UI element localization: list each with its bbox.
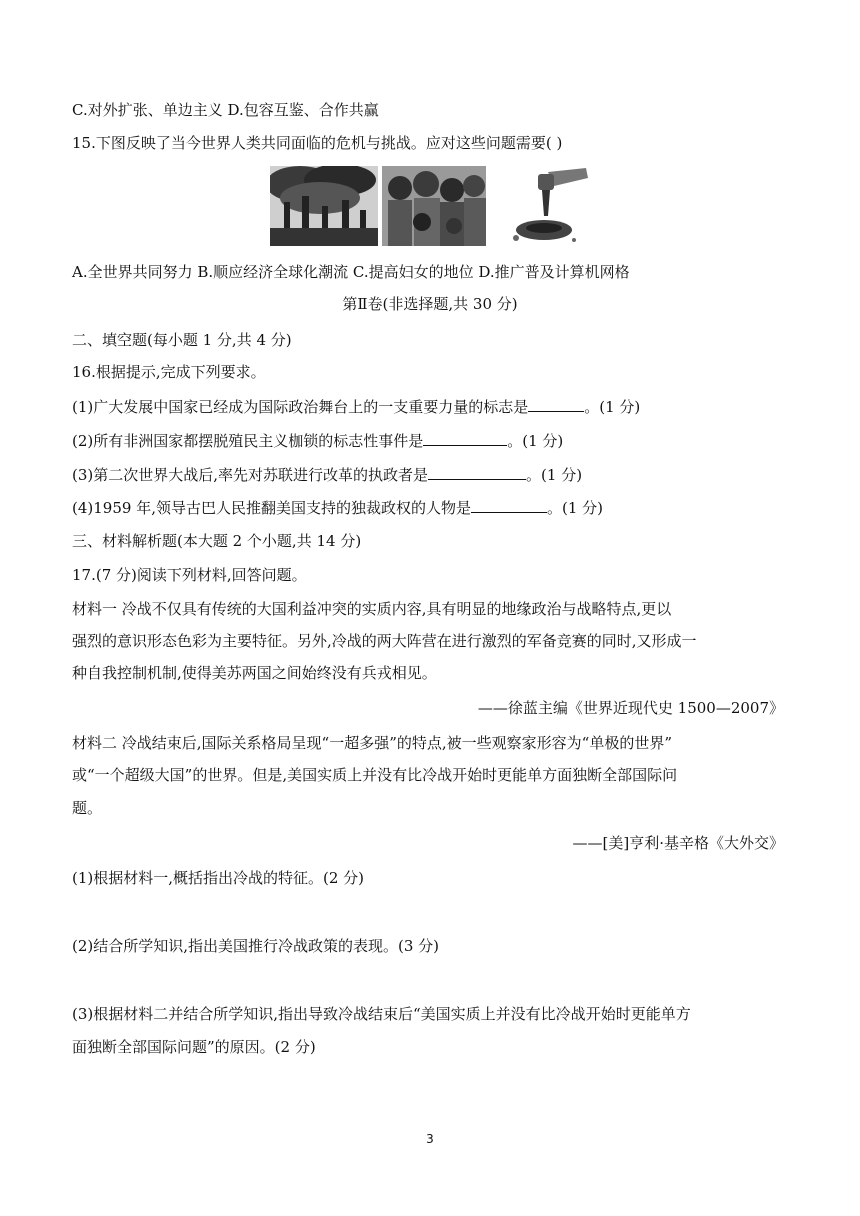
q16-blank-3[interactable] <box>428 464 526 480</box>
q15-stem: 15.下图反映了当今世界人类共同面临的危机与挑战。应对这些问题需要( ) <box>72 134 563 152</box>
material2-line-1: 材料二 冷战结束后,国际关系格局呈现“一超多强”的特点,被一些观察家形容为“单极的世界” <box>72 734 672 752</box>
q17-question-2: (2)结合所学知识,指出美国推行冷战政策的表现。(3 分) <box>72 937 440 955</box>
material2-source: ——[美]亨利·基辛格《大外交》 <box>572 834 784 852</box>
material1-line-2: 强烈的意识形态色彩为主要特征。另外,冷战的两大阵营在进行激烈的军备竞赛的同时,又形成一 <box>72 632 697 650</box>
q16-item-2-score: 。(1 分) <box>507 432 564 450</box>
q16-stem: 16.根据提示,完成下列要求。 <box>72 363 266 381</box>
water-faucet-image <box>508 166 590 246</box>
part2-title: 第Ⅱ卷(非选择题,共 30 分) <box>342 295 518 313</box>
q16-item-4 <box>72 497 603 518</box>
factory-pollution-image <box>270 166 378 246</box>
q16-item-4-score: 。(1 分) <box>546 499 603 517</box>
material2-line-3: 题。 <box>72 799 103 817</box>
section3-heading: 三、材料解析题(本大题 2 个小题,共 14 分) <box>72 532 362 550</box>
q16-blank-1[interactable] <box>528 396 584 412</box>
q16-item-2 <box>72 430 563 451</box>
q16-item-3-text: (3)第二次世界大战后,率先对苏联进行改革的执政者是 <box>72 466 429 484</box>
q16-item-3 <box>72 464 582 485</box>
q16-item-4-text: (4)1959 年,领导古巴人民推翻美国支持的独裁政权的人物是 <box>72 499 471 517</box>
q16-blank-2[interactable] <box>423 430 507 446</box>
hungry-children-image <box>382 166 486 246</box>
q16-item-1-score: 。(1 分) <box>584 398 641 416</box>
q17-question-1: (1)根据材料一,概括指出冷战的特征。(2 分) <box>72 869 365 887</box>
material1-line-3: 种自我控制机制,使得美苏两国之间始终没有兵戎相见。 <box>72 664 437 682</box>
material2-line-2: 或“一个超级大国”的世界。但是,美国实质上并没有比冷战开始时更能单方面独断全部国际问 <box>72 766 678 784</box>
q17-question-3-line-2: 面独断全部国际问题”的原因。(2 分) <box>72 1038 316 1056</box>
q16-item-2-text: (2)所有非洲国家都摆脱殖民主义枷锁的标志性事件是 <box>72 432 424 450</box>
q16-blank-4[interactable] <box>471 497 547 513</box>
q15-options: A.全世界共同努力 B.顺应经济全球化潮流 C.提高妇女的地位 D.推广普及计算机网格 <box>72 263 630 281</box>
material1-source: ——徐蓝主编《世界近现代史 1500—2007》 <box>477 699 784 717</box>
q17-question-3-line-1: (3)根据材料二并结合所学知识,指出导致冷战结束后“美国实质上并没有比冷战开始时更能单方 <box>72 1005 691 1023</box>
q16-item-3-score: 。(1 分) <box>526 466 583 484</box>
page-number: 3 <box>426 1132 434 1146</box>
q16-item-1-text: (1)广大发展中国家已经成为国际政治舞台上的一支重要力量的标志是 <box>72 398 529 416</box>
section2-heading: 二、填空题(每小题 1 分,共 4 分) <box>72 331 292 349</box>
q14-options: C.对外扩张、单边主义 D.包容互鉴、合作共赢 <box>72 101 379 119</box>
q17-stem: 17.(7 分)阅读下列材料,回答问题。 <box>72 566 307 584</box>
q16-item-1 <box>72 396 640 417</box>
material1-line-1: 材料一 冷战不仅具有传统的大国利益冲突的实质内容,具有明显的地缘政治与战略特点,更以 <box>72 600 672 618</box>
